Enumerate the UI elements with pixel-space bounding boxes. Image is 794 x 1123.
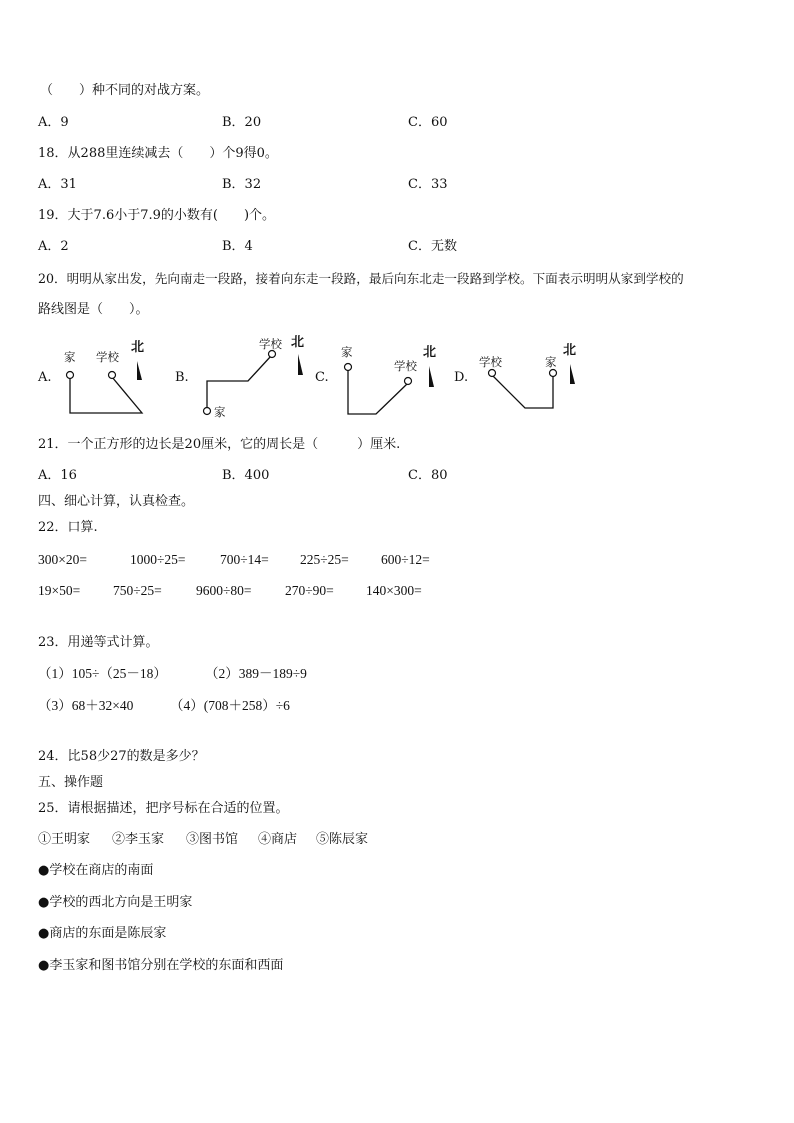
q22-item: 19×50= [38,583,81,598]
q25-clue: ●商店的东面是陈辰家 [38,926,167,941]
school-label: 学校 [259,337,282,351]
north-arrow-icon [137,361,142,380]
school-point [489,370,496,377]
route-line [207,356,271,408]
q25-place-4: ④商店 [258,832,298,847]
home-label: 家 [214,405,226,419]
q20-option-a-label[interactable]: A. [38,370,52,385]
q22-item: 140×300= [366,583,422,598]
q22-item: 9600÷80= [196,583,252,598]
q20-diagram-c[interactable] [337,338,442,418]
q18-option-a[interactable]: A．31 [38,177,77,192]
school-point [405,378,412,385]
q18-text: 18．从288里连续减去（ ）个9得0。 [38,146,278,161]
section-5-heading: 五、操作题 [38,775,104,790]
q19-option-a[interactable]: A．2 [38,239,69,254]
north-label: 北 [423,345,437,360]
school-label: 学校 [479,355,502,369]
q23-item: （3）68＋32×40 [38,698,134,713]
q17-option-b[interactable]: B．20 [222,115,262,130]
q22-item: 300×20= [38,552,87,567]
q22-item: 600÷12= [381,552,430,567]
school-point [269,351,276,358]
north-label: 北 [291,335,305,350]
route-line [70,377,142,413]
q21-option-c[interactable]: C．80 [408,468,448,483]
q22-text: 22．口算. [38,520,98,535]
q20-diagram-d[interactable] [475,338,585,418]
q25-clue: ●学校的西北方向是王明家 [38,895,193,910]
q22-item: 750÷25= [113,583,162,598]
north-label: 北 [563,343,577,358]
q23-item: （4）(708＋258）÷6 [170,698,290,713]
q17-option-a[interactable]: A．9 [38,115,69,130]
q25-place-1: ①王明家 [38,832,91,847]
home-label: 家 [64,350,76,364]
q20-text-line1: 20．明明从家出发，先向南走一段路，接着向东走一段路，最后向东北走一段路到学校。下面表示明明从家到学校的 [38,271,684,286]
q20-option-c-label[interactable]: C. [315,370,329,385]
q20-option-b-label[interactable]: B. [175,370,189,385]
q20-option-d-label[interactable]: D. [454,370,469,385]
home-point [67,372,74,379]
q18-option-c[interactable]: C．33 [408,177,448,192]
q22-item: 700÷14= [220,552,269,567]
q19-option-c[interactable]: C．无数 [408,239,457,254]
q23-item: （1）105÷（25－18） [38,666,167,681]
north-arrow-icon [429,366,434,387]
route-line [493,376,553,408]
q20-text-line2: 路线图是（ ）。 [38,302,149,317]
home-point [550,370,557,377]
q21-text: 21．一个正方形的边长是20厘米，它的周长是（ ）厘米. [38,437,401,452]
north-arrow-icon [298,354,303,375]
q25-place-3: ③图书馆 [186,832,239,847]
section-4-heading: 四、细心计算，认真检查。 [38,494,195,509]
q18-option-b[interactable]: B．32 [222,177,262,192]
q23-text: 23．用递等式计算。 [38,635,159,650]
home-point [345,364,352,371]
home-label: 家 [341,345,353,359]
north-arrow-icon [570,364,575,384]
school-point [109,372,116,379]
q24-text: 24．比58少27的数是多少？ [38,749,205,764]
home-point [204,408,211,415]
q25-clue: ●学校在商店的南面 [38,863,154,878]
school-label: 学校 [394,359,417,373]
q20-diagram-a[interactable] [58,335,158,415]
q22-item: 1000÷25= [130,552,186,567]
home-label: 家 [545,355,557,369]
q25-place-5: ⑤陈辰家 [316,832,369,847]
q21-option-b[interactable]: B．400 [222,468,270,483]
north-label: 北 [131,340,145,355]
q21-option-a[interactable]: A．16 [38,468,77,483]
school-label: 学校 [96,350,119,364]
q20-diagram-b[interactable] [196,332,311,420]
q23-item: （2）389－189÷9 [205,666,307,681]
q17-tail: （ ）种不同的对战方案。 [40,83,210,98]
q17-option-c[interactable]: C．60 [408,115,448,130]
q22-item: 270÷90= [285,583,334,598]
q25-text: 25．请根据描述，把序号标在合适的位置。 [38,801,289,816]
route-line [348,370,407,414]
q25-clue: ●李玉家和图书馆分别在学校的东面和西面 [38,958,284,973]
q22-item: 225÷25= [300,552,349,567]
q25-place-2: ②李玉家 [112,832,165,847]
q19-text: 19．大于7.6小于7.9的小数有( )个。 [38,208,276,223]
q19-option-b[interactable]: B．4 [222,239,253,254]
